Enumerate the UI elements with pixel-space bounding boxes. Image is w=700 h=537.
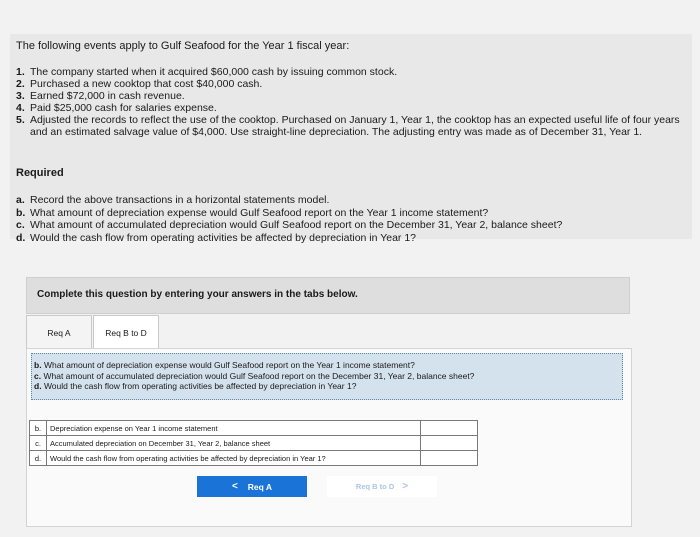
requirement-letter: c. [16,219,25,231]
row-label: Accumulated depreciation on December 31, Year 2, balance sheet [47,436,421,451]
next-button-label: Req B to D [355,482,395,491]
event-item [16,114,690,138]
event-number: 3. [16,90,25,102]
event-text: The company started when it acquired $60,000 cash by issuing common stock. [30,66,398,78]
question-letter: c. [34,370,42,381]
answer-cell [421,436,478,451]
requirements-list [16,194,690,244]
table-row [30,451,478,466]
requirement-letter: a. [16,194,25,206]
events-list [16,66,690,138]
question-list [32,354,622,392]
instruction-text: Complete this question by entering your answers in the tabs below. [37,289,358,300]
table-row [30,436,478,451]
problem-intro: The following events apply to Gulf Seafood for the Year 1 fiscal year: [16,40,350,52]
requirement-letter: d. [16,231,26,244]
question-item [34,360,622,371]
event-number: 1. [16,66,25,78]
tab-req-b-to-d[interactable]: Req B to D [93,315,159,350]
event-item [16,66,690,78]
requirement-text: What amount of accumulated depreciation would Gulf Seafood report on the December 31, Year 2, balance sheet? [30,219,563,231]
problem-statement [10,34,692,244]
instruction-bar [26,277,630,314]
cash-flow-affected-input[interactable] [421,451,477,465]
accumulated-depreciation-input[interactable] [421,436,477,450]
requirement-item [16,207,690,220]
event-item [16,90,690,102]
row-letter: d. [30,451,47,466]
chevron-right-icon: > [402,481,409,492]
question-letter: b. [34,360,42,370]
answer-cell [421,421,478,436]
tab-req-a[interactable]: Req A [26,315,92,350]
required-heading: Required [16,167,64,179]
answer-table [29,420,478,466]
prev-req-a-button[interactable] [197,476,307,497]
next-req-b-to-d-button[interactable] [327,476,437,497]
event-number: 4. [16,102,25,114]
question-text: What amount of accumulated depreciation would Gulf Seafood report on the December 31, Year 2, balance sheet? [43,370,475,381]
question-box [31,353,623,400]
question-letter: d. [34,381,42,391]
requirement-item [16,232,690,245]
depreciation-expense-input[interactable] [421,421,477,435]
event-number: 2. [16,78,25,90]
question-item [34,371,622,382]
requirement-letter: b. [16,206,26,219]
event-text: Adjusted the records to reflect the use of the cooktop. Purchased on January 1, Year 1, the cooktop has an expected useful life of four years and an estimated salvage value of $4,000. Use straight-line depreciation. The adjusting entry was made as of December 31, Year 1. [30,114,680,138]
requirement-item [16,194,690,207]
event-text: Paid $25,000 cash for salaries expense. [30,102,217,114]
event-text: Purchased a new cooktop that cost $40,000 cash. [30,78,263,90]
event-item [16,78,690,90]
answer-cell [421,451,478,466]
tab-panel [26,348,632,527]
row-label: Would the cash flow from operating activities be affected by depreciation in Year 1? [47,451,421,466]
question-item [34,381,622,392]
event-number: 5. [16,114,25,126]
row-letter: c. [30,436,47,451]
table-row [30,421,478,436]
prev-button-label: Req A [247,481,273,492]
row-letter: b. [30,421,47,436]
chevron-left-icon: < [231,481,238,492]
row-label: Depreciation expense on Year 1 income statement [47,421,421,436]
question-text: Would the cash flow from operating activities be affected by depreciation in Year 1? [43,381,357,391]
requirement-text: What amount of depreciation expense would Gulf Seafood report on the Year 1 income statement? [30,206,489,219]
event-text: Earned $72,000 in cash revenue. [30,90,185,102]
requirement-text: Would the cash flow from operating activities be affected by depreciation in Year 1? [30,231,417,244]
requirement-item [16,219,690,232]
event-item [16,102,690,114]
requirement-text: Record the above transactions in a horizontal statements model. [30,194,330,206]
question-text: What amount of depreciation expense would Gulf Seafood report on the Year 1 income statement? [43,360,415,370]
